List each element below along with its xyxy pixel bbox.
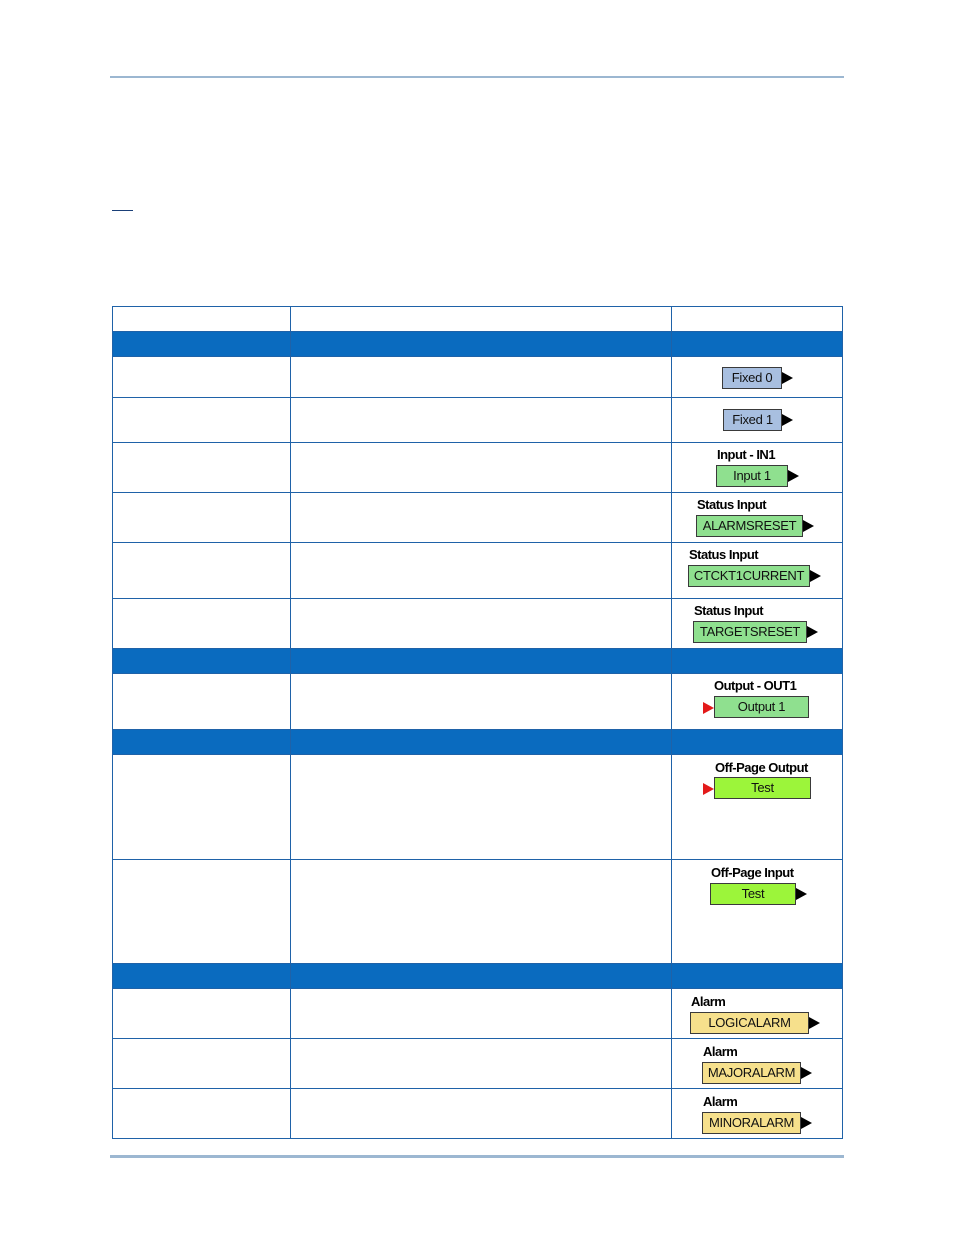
status-input-title: Status Input xyxy=(689,547,759,562)
output-arrow-icon xyxy=(801,1117,812,1129)
output-arrow-icon xyxy=(788,470,799,482)
majoralarm-block: MAJORALARM xyxy=(702,1062,801,1084)
output-block-title: Output - OUT1 xyxy=(714,678,797,693)
alarmsreset-block: ALARMSRESET xyxy=(696,515,803,537)
status-input-title: Status Input xyxy=(697,497,767,512)
table-row xyxy=(113,755,843,860)
output-1-block: Output 1 xyxy=(714,696,809,718)
targetsreset-block: TARGETSRESET xyxy=(693,621,807,643)
off-page-output-block: Test xyxy=(714,777,811,799)
header-rule xyxy=(110,76,844,78)
header-cell-name xyxy=(113,307,291,332)
table-row xyxy=(113,989,843,1039)
header-cell-symbol xyxy=(672,307,843,332)
input-pin-icon xyxy=(703,783,714,795)
symbol-cell xyxy=(672,443,843,493)
table-row xyxy=(113,493,843,543)
output-arrow-icon xyxy=(782,372,793,384)
off-page-input-block: Test xyxy=(710,883,796,905)
section-band xyxy=(113,730,843,755)
symbol-cell xyxy=(672,755,843,860)
section-band xyxy=(113,649,843,674)
symbol-cell xyxy=(672,989,843,1039)
symbol-cell xyxy=(672,543,843,599)
input-block-title: Input - IN1 xyxy=(717,447,776,462)
symbol-cell xyxy=(672,674,843,730)
logic-element-table xyxy=(112,306,843,1139)
footer-rule xyxy=(110,1155,844,1158)
output-arrow-icon xyxy=(807,626,818,638)
output-arrow-icon xyxy=(809,1017,820,1029)
output-arrow-icon xyxy=(796,888,807,900)
output-arrow-icon xyxy=(801,1067,812,1079)
table-row xyxy=(113,357,843,398)
table-row xyxy=(113,443,843,493)
symbol-cell xyxy=(672,860,843,964)
logicalarm-block: LOGICALARM xyxy=(690,1012,809,1034)
symbol-cell xyxy=(672,1039,843,1089)
output-arrow-icon xyxy=(803,520,814,532)
symbol-cell xyxy=(672,1089,843,1139)
table-row xyxy=(113,1089,843,1139)
table-row xyxy=(113,860,843,964)
minoralarm-block: MINORALARM xyxy=(702,1112,801,1134)
alarm-title: Alarm xyxy=(691,994,726,1009)
input-1-block: Input 1 xyxy=(716,465,788,487)
section-band xyxy=(113,964,843,989)
section-band xyxy=(113,332,843,357)
alarm-title: Alarm xyxy=(703,1094,738,1109)
table-row xyxy=(113,543,843,599)
table-header-row xyxy=(113,307,843,332)
symbol-cell xyxy=(672,398,843,443)
alarm-title: Alarm xyxy=(703,1044,738,1059)
symbol-cell xyxy=(672,357,843,398)
fixed-1-block: Fixed 1 xyxy=(723,409,782,431)
underline-mark xyxy=(112,210,133,211)
output-arrow-icon xyxy=(782,414,793,426)
status-input-title: Status Input xyxy=(694,603,764,618)
input-pin-icon xyxy=(703,702,714,714)
fixed-0-block: Fixed 0 xyxy=(722,367,782,389)
table-row xyxy=(113,398,843,443)
output-arrow-icon xyxy=(810,570,821,582)
header-cell-description xyxy=(291,307,672,332)
symbol-cell xyxy=(672,493,843,543)
off-page-input-title: Off-Page Input xyxy=(711,865,794,880)
table-row xyxy=(113,599,843,649)
ctckt1current-block: CTCKT1CURRENT xyxy=(688,565,810,587)
off-page-output-title: Off-Page Output xyxy=(715,760,808,775)
symbol-cell xyxy=(672,599,843,649)
table-row xyxy=(113,674,843,730)
table-row xyxy=(113,1039,843,1089)
